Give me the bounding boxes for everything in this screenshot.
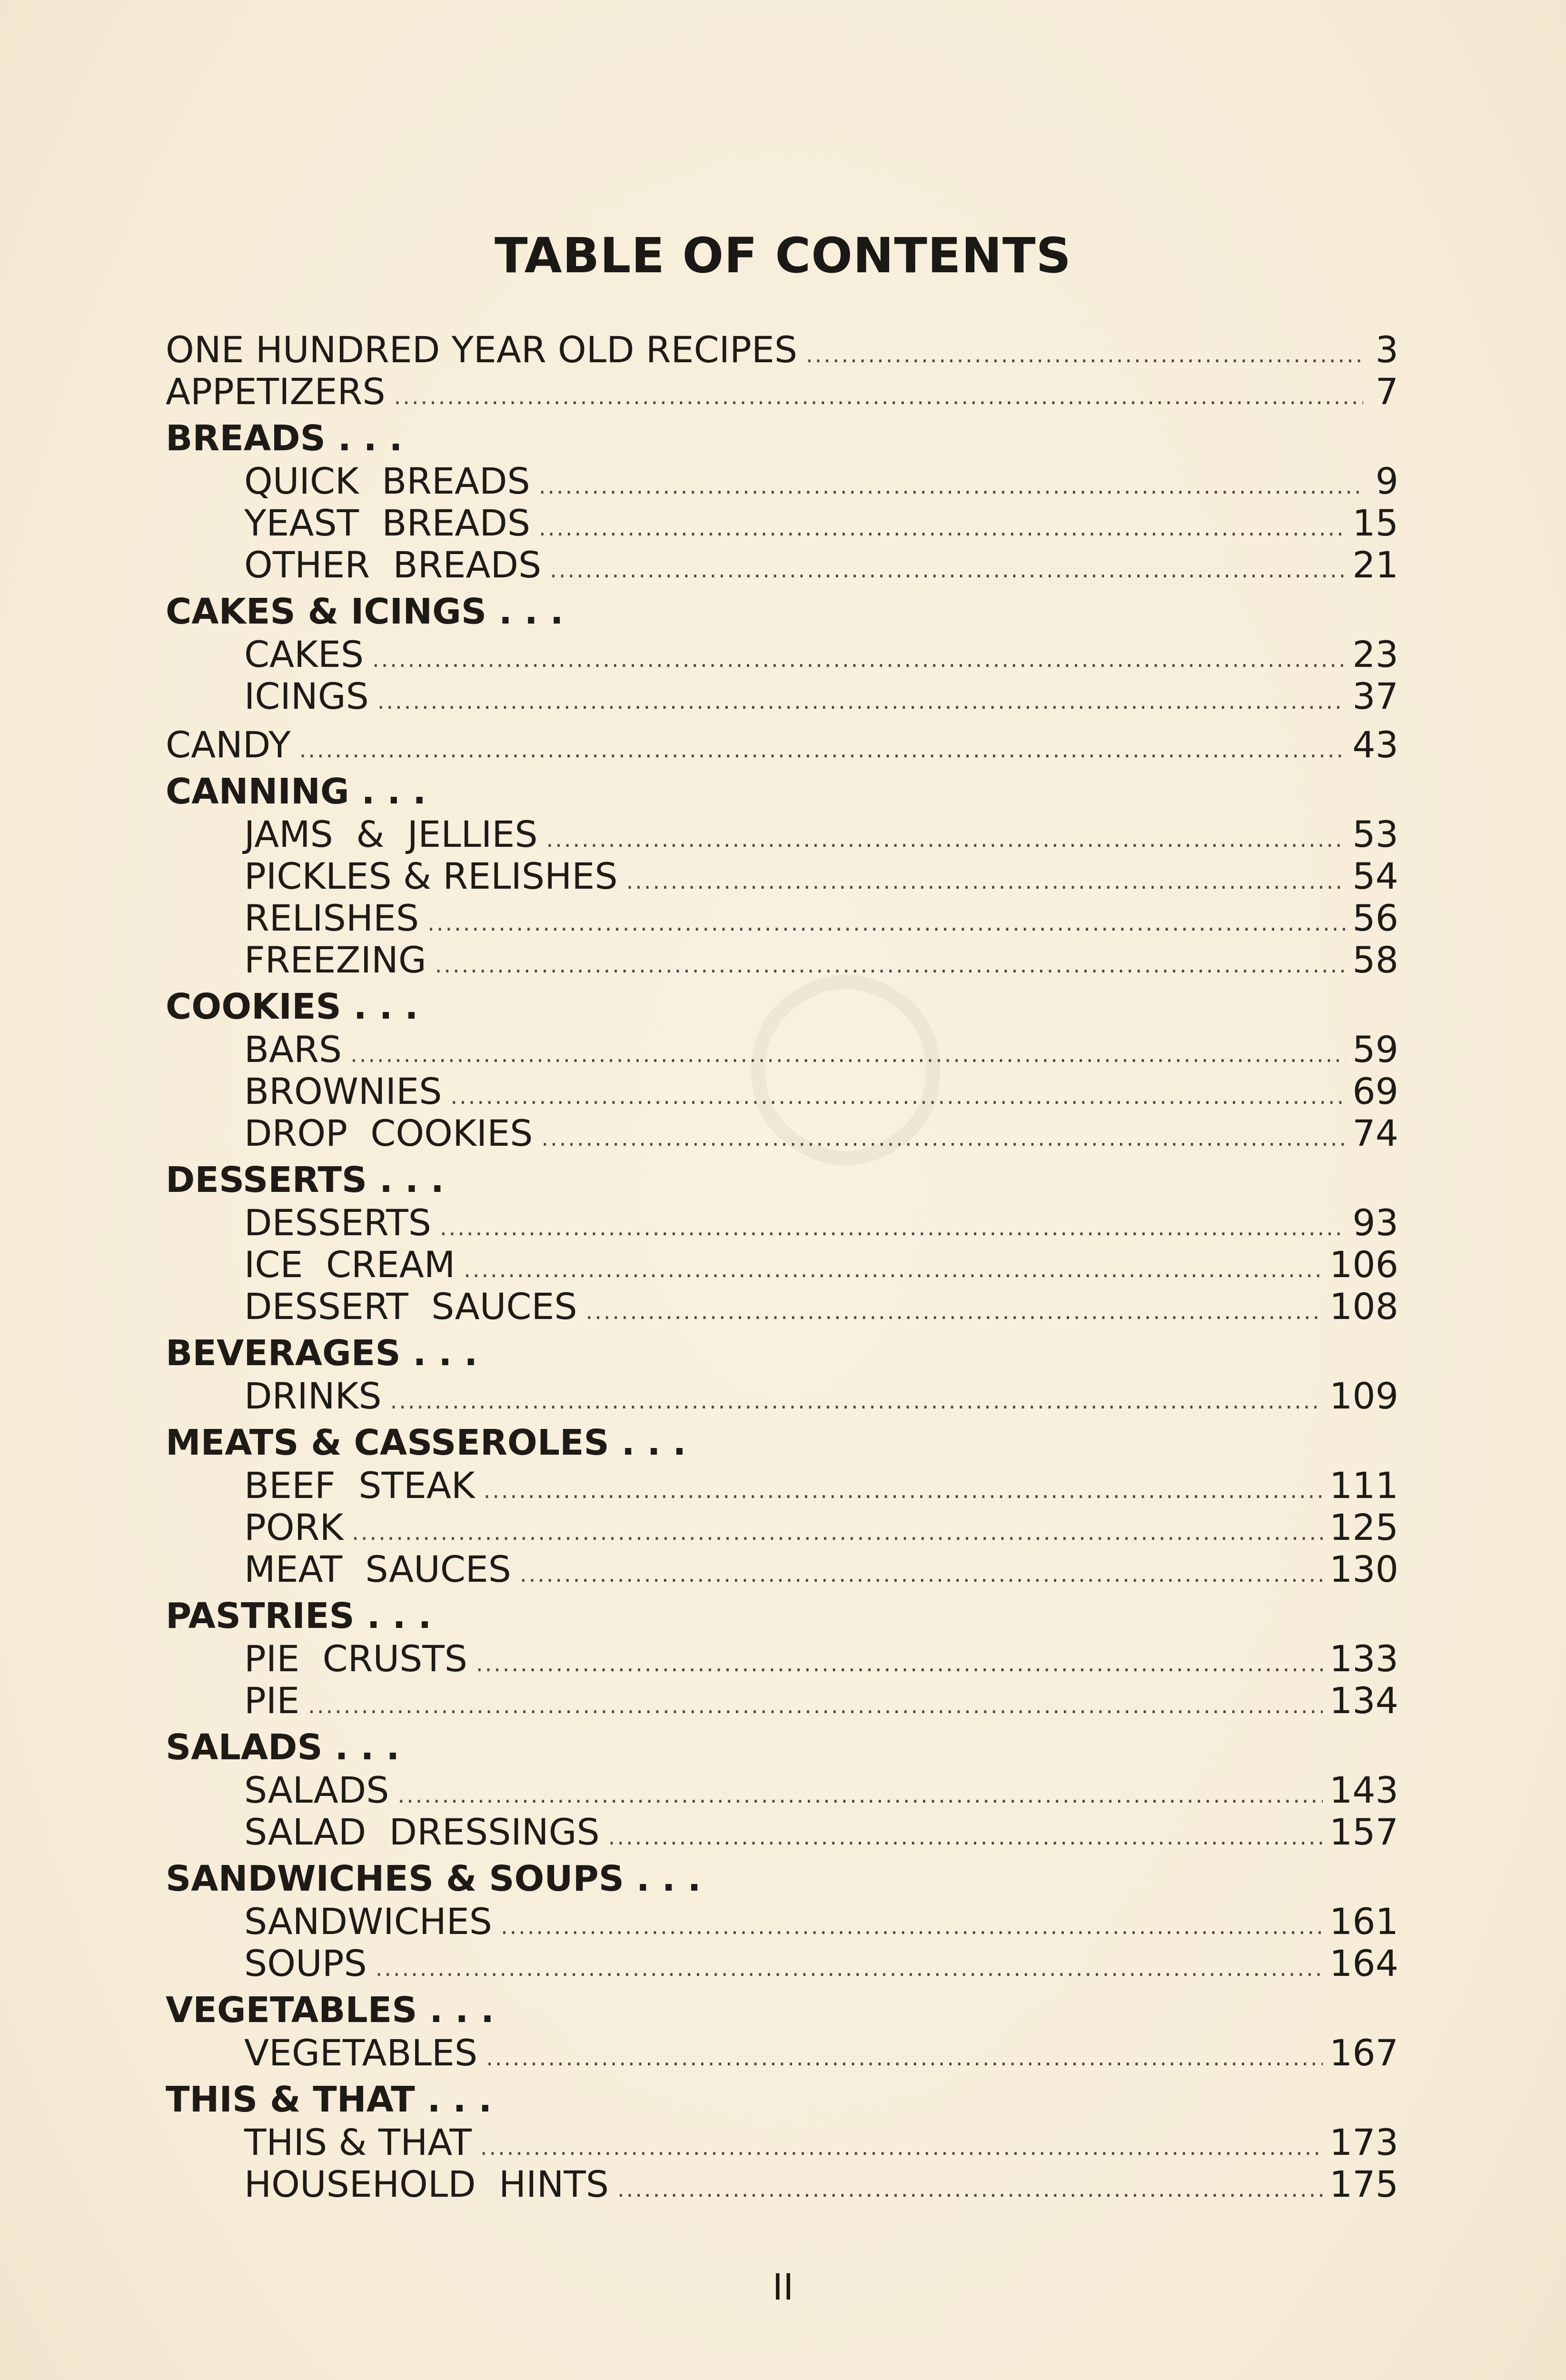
toc-entry	[166, 813, 1398, 855]
toc-entry	[166, 675, 1398, 717]
toc-entry-label: DESSERTS . . .	[166, 1160, 444, 1200]
toc-entry-label: SOUPS	[244, 1942, 367, 1984]
toc-page-number: 111	[1329, 1464, 1398, 1506]
toc-entry-label: PICKLES & RELISHES	[244, 855, 618, 897]
toc-entry-label: ICE CREAM	[244, 1243, 456, 1285]
toc-entry-label: APPETIZERS	[166, 370, 386, 412]
toc-entry-label: JAMS & JELLIES	[244, 813, 538, 855]
toc-entry	[166, 2163, 1398, 2205]
dot-leader	[617, 2176, 1323, 2202]
toc-entry-label: SANDWICHES	[244, 1900, 493, 1942]
toc-entry-label: DROP COOKIES	[244, 1112, 533, 1154]
dot-leader	[372, 646, 1346, 672]
toc-entry-label: BARS	[244, 1028, 342, 1070]
toc-entry-label: OTHER BREADS	[244, 544, 542, 585]
toc-entry	[166, 1070, 1398, 1112]
toc-entry	[166, 460, 1398, 502]
toc-page-number: 157	[1329, 1811, 1398, 1853]
dot-leader	[397, 1782, 1322, 1808]
toc-entry-label: COOKIES . . .	[166, 986, 418, 1027]
dot-leader	[501, 1914, 1323, 1939]
toc-entry-label: YEAST BREADS	[244, 502, 531, 544]
toc-section-heading	[166, 2079, 1398, 2121]
toc-section-heading	[166, 1858, 1398, 1900]
toc-entry-label: SANDWICHES & SOUPS . . .	[166, 1858, 701, 1899]
toc-entry-label: BREADS . . .	[166, 418, 403, 459]
toc-entry-label: ICINGS	[244, 675, 369, 717]
dot-leader	[352, 1519, 1323, 1545]
toc-entry	[166, 502, 1398, 544]
toc-entry-label: MEAT SAUCES	[244, 1548, 512, 1590]
toc-page-number: 134	[1329, 1679, 1398, 1721]
toc-page-number: 74	[1352, 1112, 1398, 1154]
page-title: TABLE OF CONTENTS	[494, 228, 1071, 284]
dot-leader	[440, 1215, 1346, 1240]
toc-page-number: 106	[1329, 1243, 1398, 1285]
toc-section-heading	[166, 1990, 1398, 2032]
dot-leader	[377, 688, 1346, 714]
toc-entry	[166, 633, 1398, 675]
toc-entry	[166, 897, 1398, 939]
toc-page-number: 23	[1352, 633, 1398, 675]
toc-entry-label: MEATS & CASSEROLES . . .	[166, 1422, 686, 1463]
toc-entry	[166, 1464, 1398, 1506]
toc-entry-label: PIE CRUSTS	[244, 1637, 467, 1679]
toc-page-number: 109	[1329, 1375, 1398, 1417]
toc-entry-label: CAKES	[244, 633, 364, 675]
toc-page-number: 161	[1329, 1900, 1398, 1942]
dot-leader	[546, 826, 1346, 852]
toc-entry	[166, 1375, 1398, 1417]
toc-entry	[166, 1900, 1398, 1942]
dot-leader	[350, 1041, 1346, 1067]
toc-page-number: 125	[1329, 1506, 1398, 1548]
toc-page-number: 133	[1329, 1637, 1398, 1679]
dot-leader	[450, 1083, 1346, 1109]
toc-page-number: 15	[1352, 502, 1398, 544]
toc-section-heading	[166, 986, 1398, 1028]
toc-entry-label: HOUSEHOLD HINTS	[244, 2163, 609, 2205]
toc-entry-label: SALAD DRESSINGS	[244, 1811, 600, 1853]
toc-page-number: 130	[1329, 1548, 1398, 1590]
toc-entry	[166, 1243, 1398, 1285]
toc-entry	[166, 2032, 1398, 2073]
toc-page-number: 58	[1352, 939, 1398, 981]
toc-entry	[166, 1769, 1398, 1811]
toc-entry-label: RELISHES	[244, 897, 419, 939]
toc-entry	[166, 328, 1398, 370]
toc-page-number: 56	[1352, 897, 1398, 939]
dot-leader	[542, 1125, 1346, 1151]
toc-page-number: 43	[1352, 724, 1398, 765]
toc-entry	[166, 1942, 1398, 1984]
toc-entry-label: DESSERT SAUCES	[244, 1285, 577, 1327]
toc-entry-label: PASTRIES . . .	[166, 1596, 432, 1636]
toc-entry	[166, 1112, 1398, 1154]
toc-section-heading	[166, 771, 1398, 813]
dot-leader	[299, 737, 1346, 763]
toc-page-number: 9	[1375, 460, 1398, 502]
page-number: II	[772, 2266, 794, 2308]
toc-entry-label: BEEF STEAK	[244, 1464, 475, 1506]
toc-entry-label: VEGETABLES . . .	[166, 1990, 495, 2031]
toc-entry	[166, 370, 1398, 412]
dot-leader	[394, 384, 1363, 409]
toc-entry-label: CANNING . . .	[166, 771, 426, 812]
toc-entry-label: ONE HUNDRED YEAR OLD RECIPES	[166, 328, 798, 370]
dot-leader	[376, 1955, 1323, 1981]
toc-entry	[166, 1637, 1398, 1679]
toc-section-heading	[166, 591, 1398, 633]
toc-entry-label: CANDY	[166, 724, 291, 765]
dot-leader	[427, 910, 1346, 936]
toc-entry	[166, 855, 1398, 897]
toc-entry-label: THIS & THAT	[244, 2121, 472, 2163]
toc-page-number: 54	[1352, 855, 1398, 897]
dot-leader	[476, 1651, 1323, 1676]
toc-entry-label: SALADS . . .	[166, 1727, 400, 1768]
toc-entry-label: CAKES & ICINGS . . .	[166, 591, 564, 632]
toc-entry	[166, 1679, 1398, 1721]
dot-leader	[539, 515, 1346, 541]
toc-entry	[166, 1548, 1398, 1590]
dot-leader	[484, 1478, 1323, 1503]
toc-entry	[166, 1028, 1398, 1070]
toc-entry	[166, 1506, 1398, 1548]
toc-entry	[166, 1811, 1398, 1853]
dot-leader	[608, 1824, 1323, 1850]
dot-leader	[626, 868, 1346, 894]
toc-entry	[166, 724, 1398, 765]
toc-entry-label: THIS & THAT . . .	[166, 2079, 492, 2120]
toc-entry-label: PORK	[244, 1506, 344, 1548]
toc-page-number: 59	[1352, 1028, 1398, 1070]
dot-leader	[308, 1693, 1323, 1718]
dot-leader	[520, 1561, 1323, 1587]
toc-section-heading	[166, 1422, 1398, 1464]
toc-page-number: 173	[1329, 2121, 1398, 2163]
toc-entry-label: DRINKS	[244, 1375, 382, 1417]
toc-section-heading	[166, 1160, 1398, 1201]
toc-entry-label: VEGETABLES	[244, 2032, 478, 2073]
table-of-contents	[166, 328, 1398, 2205]
toc-page-number: 164	[1329, 1942, 1398, 1984]
toc-section-heading	[166, 1333, 1398, 1375]
toc-page-number: 143	[1329, 1769, 1398, 1811]
toc-entry-label: PIE	[244, 1679, 300, 1721]
toc-page-number: 7	[1375, 370, 1398, 412]
toc-page-number: 93	[1352, 1201, 1398, 1243]
dot-leader	[435, 952, 1346, 978]
dot-leader	[464, 1257, 1323, 1282]
toc-entry	[166, 939, 1398, 981]
toc-entry	[166, 2121, 1398, 2163]
toc-page-number: 108	[1329, 1285, 1398, 1327]
toc-entry	[166, 1285, 1398, 1327]
dot-leader	[539, 473, 1363, 499]
toc-entry-label: BEVERAGES . . .	[166, 1333, 478, 1374]
toc-page-number: 167	[1329, 2032, 1398, 2073]
toc-section-heading	[166, 418, 1398, 460]
dot-leader	[550, 557, 1346, 583]
toc-entry-label: DESSERTS	[244, 1201, 431, 1243]
toc-page-number: 37	[1352, 675, 1398, 717]
dot-leader	[586, 1299, 1323, 1324]
toc-page-number: 175	[1329, 2163, 1398, 2205]
toc-page-number: 69	[1352, 1070, 1398, 1112]
toc-page-number: 53	[1352, 813, 1398, 855]
toc-entry	[166, 544, 1398, 585]
dot-leader	[390, 1388, 1323, 1414]
toc-section-heading	[166, 1727, 1398, 1769]
toc-entry-label: QUICK BREADS	[244, 460, 530, 502]
show-through-decoration: ○	[738, 904, 954, 1193]
toc-section-heading	[166, 1596, 1398, 1637]
toc-page-number: 3	[1375, 328, 1398, 370]
toc-entry	[166, 1201, 1398, 1243]
dot-leader	[480, 2134, 1323, 2160]
dot-leader	[806, 342, 1363, 367]
dot-leader	[486, 2045, 1323, 2071]
toc-entry-label: FREEZING	[244, 939, 426, 981]
toc-entry-label: BROWNIES	[244, 1070, 442, 1112]
toc-page-number: 21	[1352, 544, 1398, 585]
toc-entry-label: SALADS	[244, 1769, 389, 1811]
